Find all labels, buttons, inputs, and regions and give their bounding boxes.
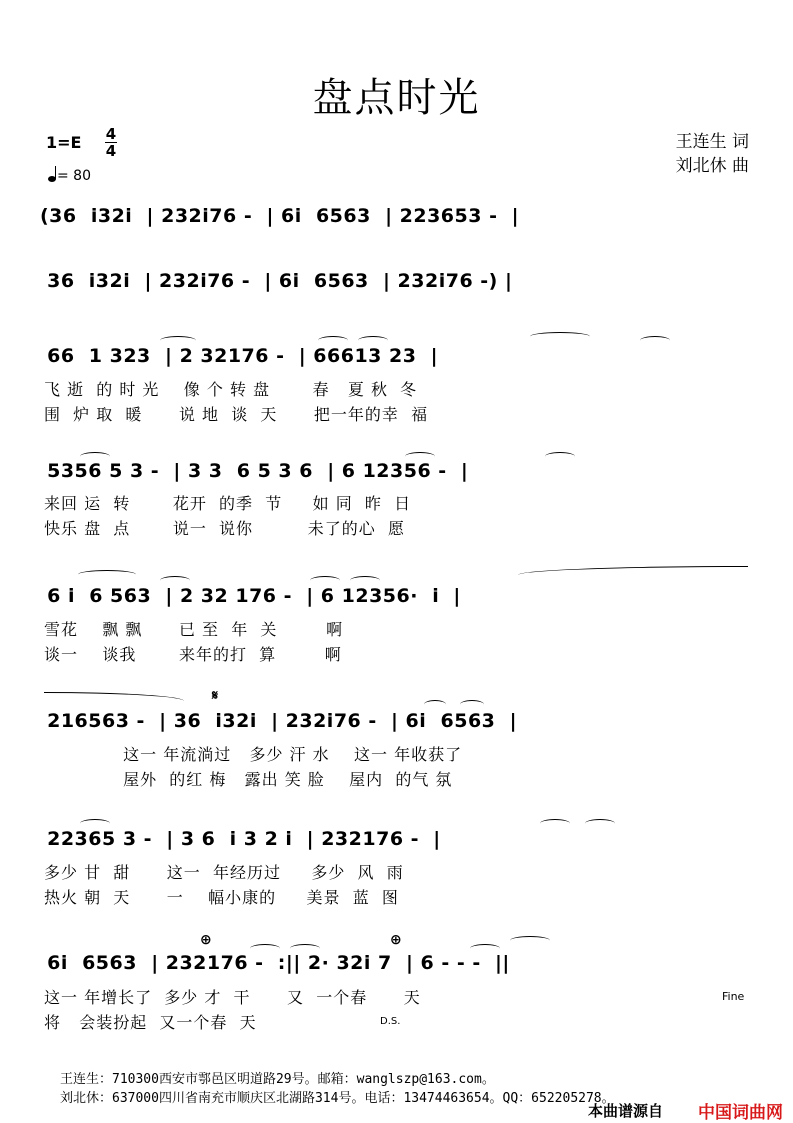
lyric-row-3-verse-2: 围 炉 取 暖 说 地 谈 天 把一年的幸 福 — [44, 405, 429, 424]
page-title: 盘点时光 — [312, 75, 481, 121]
slur — [585, 819, 615, 828]
slur — [310, 576, 340, 585]
quarter-note-icon — [48, 176, 56, 182]
slur — [460, 700, 484, 709]
site-logo: 中国词曲网 — [698, 1103, 783, 1123]
slur — [250, 944, 280, 953]
tempo-marking — [48, 168, 91, 184]
lyric-row-8-verse-2: 将 会装扮起 又一个春 天 — [44, 1013, 257, 1032]
ds-marking: D.S. — [380, 1016, 401, 1027]
footer-contact-composer: 刘北休：637000四川省南充市顺庆区北湖路314号。电话：13474463654。QQ：652205278。 — [60, 1091, 615, 1106]
lyric-row-3-verse-1: 飞 逝 的 时 光 像 个 转 盘 春 夏 秋 冬 — [44, 380, 418, 399]
source-label: 本曲谱源自 — [588, 1102, 664, 1120]
slur — [80, 819, 110, 828]
notation-row-4: 5356 5 3 - | 3 3 6 5 3 6 | 6 12356 - | — [40, 460, 469, 482]
time-signature — [104, 126, 118, 159]
slur — [44, 692, 184, 701]
slur — [470, 944, 500, 953]
notation-row-6: 216563 - | 36 i32i | 232i76 - | 6i 6563 | — [40, 710, 518, 732]
notation-row-7: 22365 3 - | 3 6 i 3 2 i | 232176 - | — [40, 828, 441, 850]
lyric-row-4-verse-2: 快乐 盘 点 说一 说你 未了的心 愿 — [44, 519, 405, 538]
time-signature-bottom: 4 — [105, 142, 117, 160]
lyric-row-7-verse-2: 热火 朝 天 一 幅小康的 美景 蓝 图 — [44, 888, 399, 907]
lyric-row-5-verse-1: 雪花 飘 飘 已 至 年 关 啊 — [44, 620, 344, 639]
notation-row-1: (36 i32i | 232i76 - | 6i 6563 | 223653 - | — [40, 205, 520, 227]
lyric-row-6-verse-2: 屋外 的红 梅 露出 笑 脸 屋内 的气 氛 — [44, 770, 453, 789]
notation-row-2: 36 i32i | 232i76 - | 6i 6563 | 232i76 -) | — [40, 270, 513, 292]
slur — [530, 332, 590, 341]
slur — [424, 700, 446, 709]
slur — [640, 336, 670, 345]
slur — [290, 944, 320, 953]
composer-credit: 刘北休 曲 — [675, 156, 749, 176]
slur — [358, 336, 388, 345]
fine-marking: Fine — [722, 990, 745, 1003]
slur — [405, 452, 435, 461]
slur — [160, 336, 196, 345]
coda-icon: ⊕ — [390, 932, 402, 948]
key-signature: 1=E — [46, 133, 82, 152]
lyric-row-6-verse-1: 这一 年流淌过 多少 汗 水 这一 年收获了 — [44, 745, 463, 764]
lyricist-credit: 王连生 词 — [675, 132, 749, 152]
notation-row-5: 6 i 6 563 | 2 32 176 - | 6 12356· i | — [40, 585, 461, 607]
lyric-row-4-verse-1: 来回 运 转 花开 的季 节 如 同 昨 日 — [44, 494, 412, 513]
segno-icon: 𝄋 — [212, 688, 219, 704]
notation-row-8: 6i 6563 | 232176 - :|| 2· 32i 7 | 6 - - - || — [40, 952, 510, 974]
tempo-value: = 80 — [57, 168, 91, 184]
slur — [78, 570, 136, 579]
lyric-row-5-verse-2: 谈一 谈我 来年的打 算 啊 — [44, 645, 342, 664]
slur — [540, 819, 570, 828]
lyric-row-7-verse-1: 多少 甘 甜 这一 年经历过 多少 风 雨 — [44, 863, 404, 882]
slur — [80, 452, 110, 461]
slur — [318, 336, 348, 345]
time-signature-top: 4 — [105, 125, 117, 143]
slur — [518, 566, 748, 575]
slur — [510, 936, 550, 945]
notation-row-3: 66 1 323 | 2 32176 - | 66613 23 | — [40, 345, 439, 367]
footer-contact-lyricist: 王连生：710300西安市鄠邑区明道路29号。邮箱：wanglszp@163.com。 — [60, 1072, 495, 1087]
lyric-row-8-verse-1: 这一 年增长了 多少 才 干 又 一个春 天 — [44, 988, 421, 1007]
slur — [160, 576, 190, 585]
coda-icon: ⊕ — [200, 932, 212, 948]
slur — [350, 576, 380, 585]
slur — [545, 452, 575, 461]
